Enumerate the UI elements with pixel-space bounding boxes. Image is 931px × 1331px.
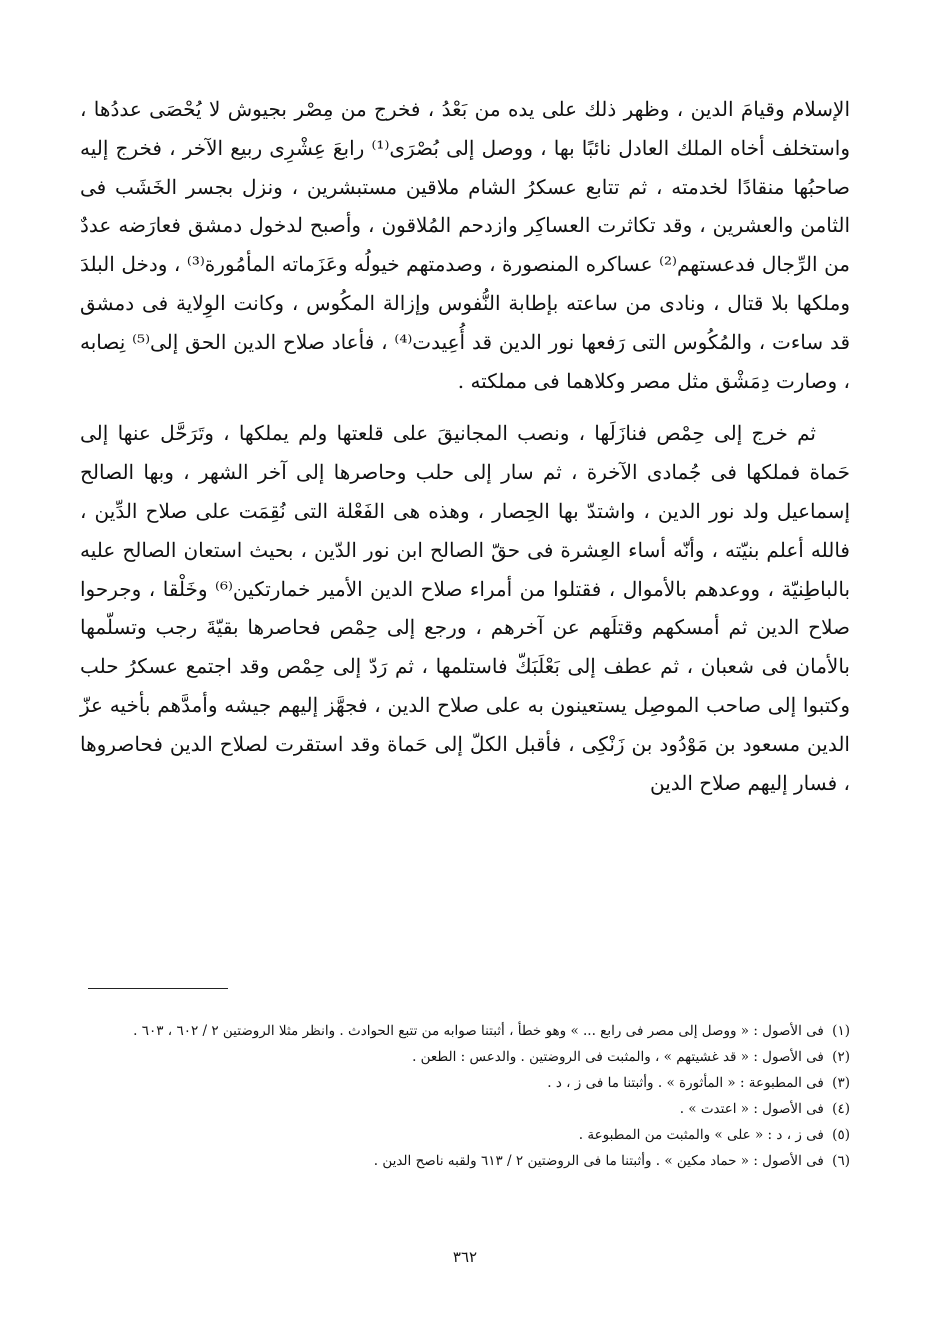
footnote-number: (٤) — [832, 1101, 850, 1117]
footnote-2 — [80, 1044, 850, 1070]
footnote-number: (٣) — [832, 1075, 850, 1091]
footnote-3 — [80, 1070, 850, 1096]
paragraph-1: الإسلام وقيامَ الدين ، وظهر ذلك على يده من بَعْدُ ، فخرج من مِصْر بجيوش لا يُحْصَى عددُها ، واستخلف أخاه الملك العادل نائبًا بها ، ووصل إلى بُصْرَى⁽¹⁾ رابعَ عِشْرِى ربيع الآخر ، فخرج إليه صاحبُها منقادًا لخدمته ، ثم تتابع عسكرُ الشام ملاقين مستبشرين ، ونزل بجسر الخَشَب فى الثامن والعشرين ، وقد تكاثرت العساكِر وازدحم المُلاقون ، وأصبح لدخول دمشق فعارَضه عددٌ من الرِّجال فدعستهم⁽²⁾ عساكره المنصورة ، وصدمتهم خيولُه وعَزَماته المأمُورة⁽³⁾ ، ودخل البلدَ وملكها بلا قتال ، ونادى من ساعته بإطابة النُّفوس وإزالة المكُوس ، وكانت الوِلاية فى دمشق قد ساءت ، والمُكُوس التى رَفعها نور الدين قد أُعِيدت⁽⁴⁾ ، فأعاد صلاح الدين الحق إلى⁽⁵⁾ نِصابه ، وصارت دِمَشْق مثل مصر وكلاهما فى مملكته . — [80, 97, 851, 393]
paragraph-2: ثم خرج إلى حِمْص فنازَلَها ، ونصب المجانيقَ على قلعتها ولم يملكها ، وتَرَحَّل عنها إلى حَماة فملكها فى جُمادى الآخرة ، ثم سار إلى حلب وحاصرها إلى آخر الشهر ، وبها الصالح إسماعيل ولد نور الدين ، واشتدّ بها الحِصار ، وهذه هى الفَعْلة التى نُقِمَت على صلاح الدِّين ، فالله أعلم بنيّته ، وأنّه أساء العِشرة فى حقّ الصالح ابن نور الدّين ، بحيث استعان الصالح عليه بالباطِنيّة ، ووعدهم بالأموال ، فقتلوا من أمراء صلاح الدين الأمير خمارتكين⁽⁶⁾ وخَلْقا ، وجرحوا صلاح الدين ثم أمسكهم وقتلَهم عن آخرهم ، ورجع إلى حِمْص فحاصرها بقيّةَ رجب وتسلّمها بالأمان فى شعبان ، ثم عطف إلى بَعْلَبَكّ فاستلمها ، ثم رَدّ إلى حِمْص وقد اجتمع عسكرُ حلب وكتبوا إلى صاحب الموصِل يستعينون به على صلاح الدين ، فجهَّز إليهم جيشه وأمدَّهم بأخيه عزّ الدين مسعود بن مَوْدُود بن زَنْكِى ، فأقبل الكلّ إلى حَماة وقد استقرت لصلاح الدين فحاصروها ، فسار إليهم صلاح الدين — [80, 421, 851, 795]
footnote-number: (٦) — [832, 1153, 850, 1169]
footnote-number: (٥) — [832, 1127, 850, 1143]
footnote-6 — [80, 1148, 850, 1174]
footnote-text: فى الأصول : « اعتدت » . — [679, 1101, 824, 1117]
main-text — [80, 90, 850, 802]
footnote-4 — [80, 1096, 850, 1122]
footnote-text: فى الأصول : « قد غشيتهم » ، والمثبت فى الروضتين . والدعس : الطعن . — [412, 1049, 824, 1065]
footnote-text: فى المطبوعة : « المأثورة » . وأثبتنا ما فى ز ، د . — [547, 1075, 824, 1091]
footnote-text: فى ز ، د : « على » والمثبت من المطبوعة . — [578, 1127, 824, 1143]
footnote-text: فى الأصول : « حماد مكين » . وأثبتنا ما فى الروضتين ٢ / ٦١٣ ولقبه ناصح الدين . — [373, 1153, 824, 1169]
footnote-number: (١) — [832, 1023, 850, 1039]
footnotes — [80, 1018, 850, 1174]
footnote-1 — [80, 1018, 850, 1044]
footnote-5 — [80, 1122, 850, 1148]
footnote-text: فى الأصول : « ووصل إلى مصر فى رابع ... » وهو خطأ ، أثبتنا صوابه من تتبع الحوادث . وانظر مثلا الروضتين ٢ / ٦٠٢ ، ٦٠٣ . — [133, 1023, 824, 1039]
footnote-separator — [88, 988, 228, 989]
page-number: ٣٦٢ — [452, 1248, 478, 1266]
footnote-number: (٢) — [832, 1049, 850, 1065]
